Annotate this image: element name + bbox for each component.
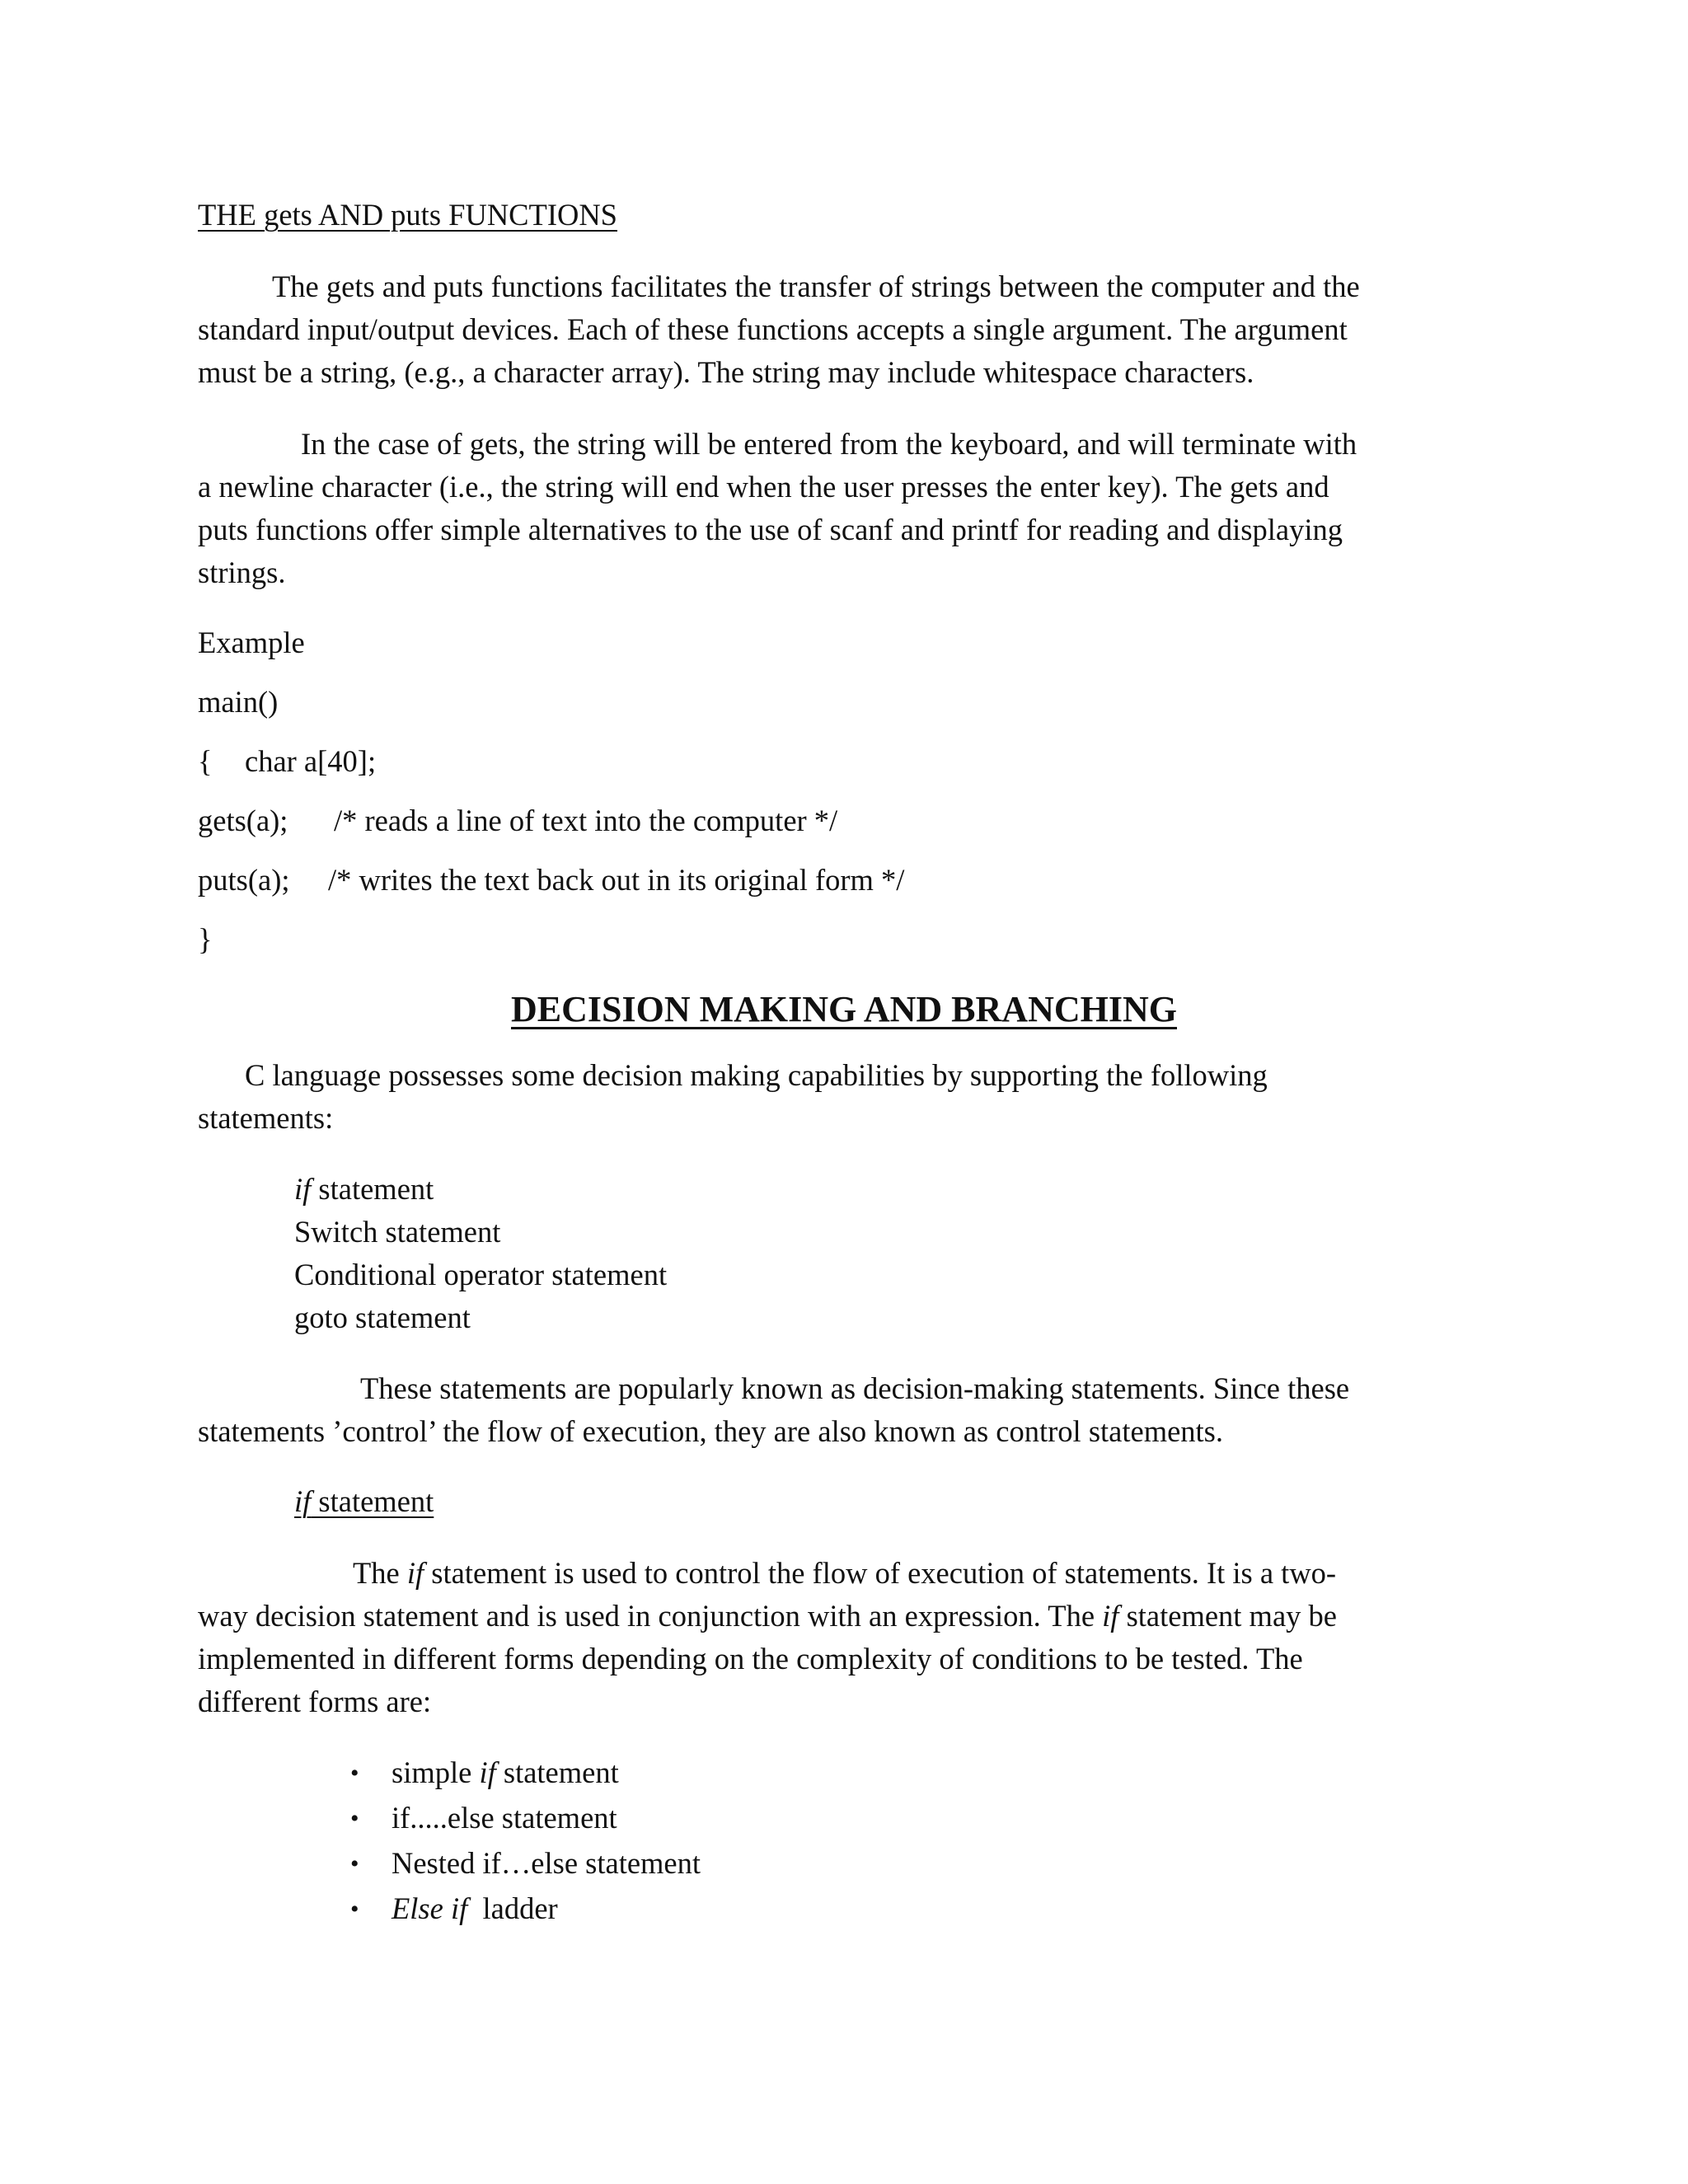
- section-heading: DECISION MAKING AND BRANCHING: [511, 989, 1177, 1029]
- code-line: main(): [198, 685, 279, 719]
- list-item: Nested if…else statement: [392, 1846, 701, 1880]
- statement-text: statement: [311, 1172, 434, 1206]
- list-item: [392, 1755, 619, 1789]
- paragraph-line: statements:: [198, 1101, 334, 1135]
- paragraph-line: a newline character (i.e., the string will end when the user presses the enter key). The gets and: [198, 470, 1329, 504]
- paragraph-line: implemented in different forms depending on the complexity of conditions to be tested. The: [198, 1642, 1303, 1675]
- code-brace: {: [198, 744, 213, 778]
- bullet-icon: •: [350, 1850, 359, 1877]
- keyword: Else if: [392, 1891, 468, 1925]
- paragraph-line: The gets and puts functions facilitates the transfer of strings between the computer and the: [272, 269, 1360, 303]
- bullet-icon: •: [350, 1805, 359, 1832]
- paragraph-line: [353, 1558, 1336, 1589]
- keyword: if: [294, 1172, 312, 1206]
- subheading-text: statement: [311, 1484, 434, 1518]
- statement-item: Switch statement: [294, 1215, 501, 1249]
- statement-item: [294, 1174, 434, 1205]
- text: simple: [392, 1755, 480, 1789]
- section-title: THE gets AND puts FUNCTIONS: [198, 198, 617, 232]
- statement-item: goto statement: [294, 1301, 471, 1334]
- code-brace: }: [198, 922, 213, 956]
- paragraph-line: must be a string, (e.g., a character array). The string may include whitespace characters.: [198, 355, 1254, 389]
- subheading: [294, 1484, 434, 1518]
- code-line: gets(a);: [198, 804, 288, 837]
- keyword: if: [1102, 1599, 1119, 1633]
- paragraph-line: different forms are:: [198, 1685, 432, 1718]
- paragraph-line: standard input/output devices. Each of these functions accepts a single argument. The argument: [198, 312, 1348, 346]
- paragraph-line: [198, 1601, 1337, 1632]
- statement-item: Conditional operator statement: [294, 1258, 668, 1291]
- keyword: if: [406, 1556, 424, 1590]
- list-item: if.....else statement: [392, 1801, 617, 1835]
- text: statement: [495, 1755, 619, 1789]
- bullet-icon: •: [350, 1896, 359, 1923]
- keyword: if: [294, 1484, 312, 1518]
- keyword: if: [479, 1755, 496, 1789]
- list-item: [392, 1891, 558, 1925]
- text: ladder: [467, 1891, 558, 1925]
- bullet-icon: •: [350, 1760, 359, 1787]
- text: statement may be: [1118, 1599, 1337, 1633]
- paragraph-line: C language possesses some decision making capabilities by supporting the following: [245, 1058, 1268, 1092]
- text: way decision statement and is used in conjunction with an expression. The: [198, 1599, 1103, 1633]
- code-comment: /* reads a line of text into the computer */: [334, 804, 838, 837]
- code-comment: /* writes the text back out in its original form */: [328, 863, 905, 897]
- example-label: Example: [198, 626, 305, 659]
- text: The: [353, 1556, 407, 1590]
- paragraph-line: In the case of gets, the string will be entered from the keyboard, and will terminate with: [301, 427, 1357, 461]
- text: statement is used to control the flow of execution of statements. It is a two-: [424, 1556, 1337, 1590]
- code-line: puts(a);: [198, 863, 290, 897]
- paragraph-line: puts functions offer simple alternatives to the use of scanf and printf for reading and displaying: [198, 513, 1343, 546]
- paragraph-line: These statements are popularly known as decision-making statements. Since these: [360, 1371, 1350, 1405]
- code-line: char a[40];: [245, 744, 377, 778]
- paragraph-line: strings.: [198, 555, 286, 589]
- paragraph-line: statements ’control’ the flow of execution, they are also known as control statements.: [198, 1414, 1224, 1448]
